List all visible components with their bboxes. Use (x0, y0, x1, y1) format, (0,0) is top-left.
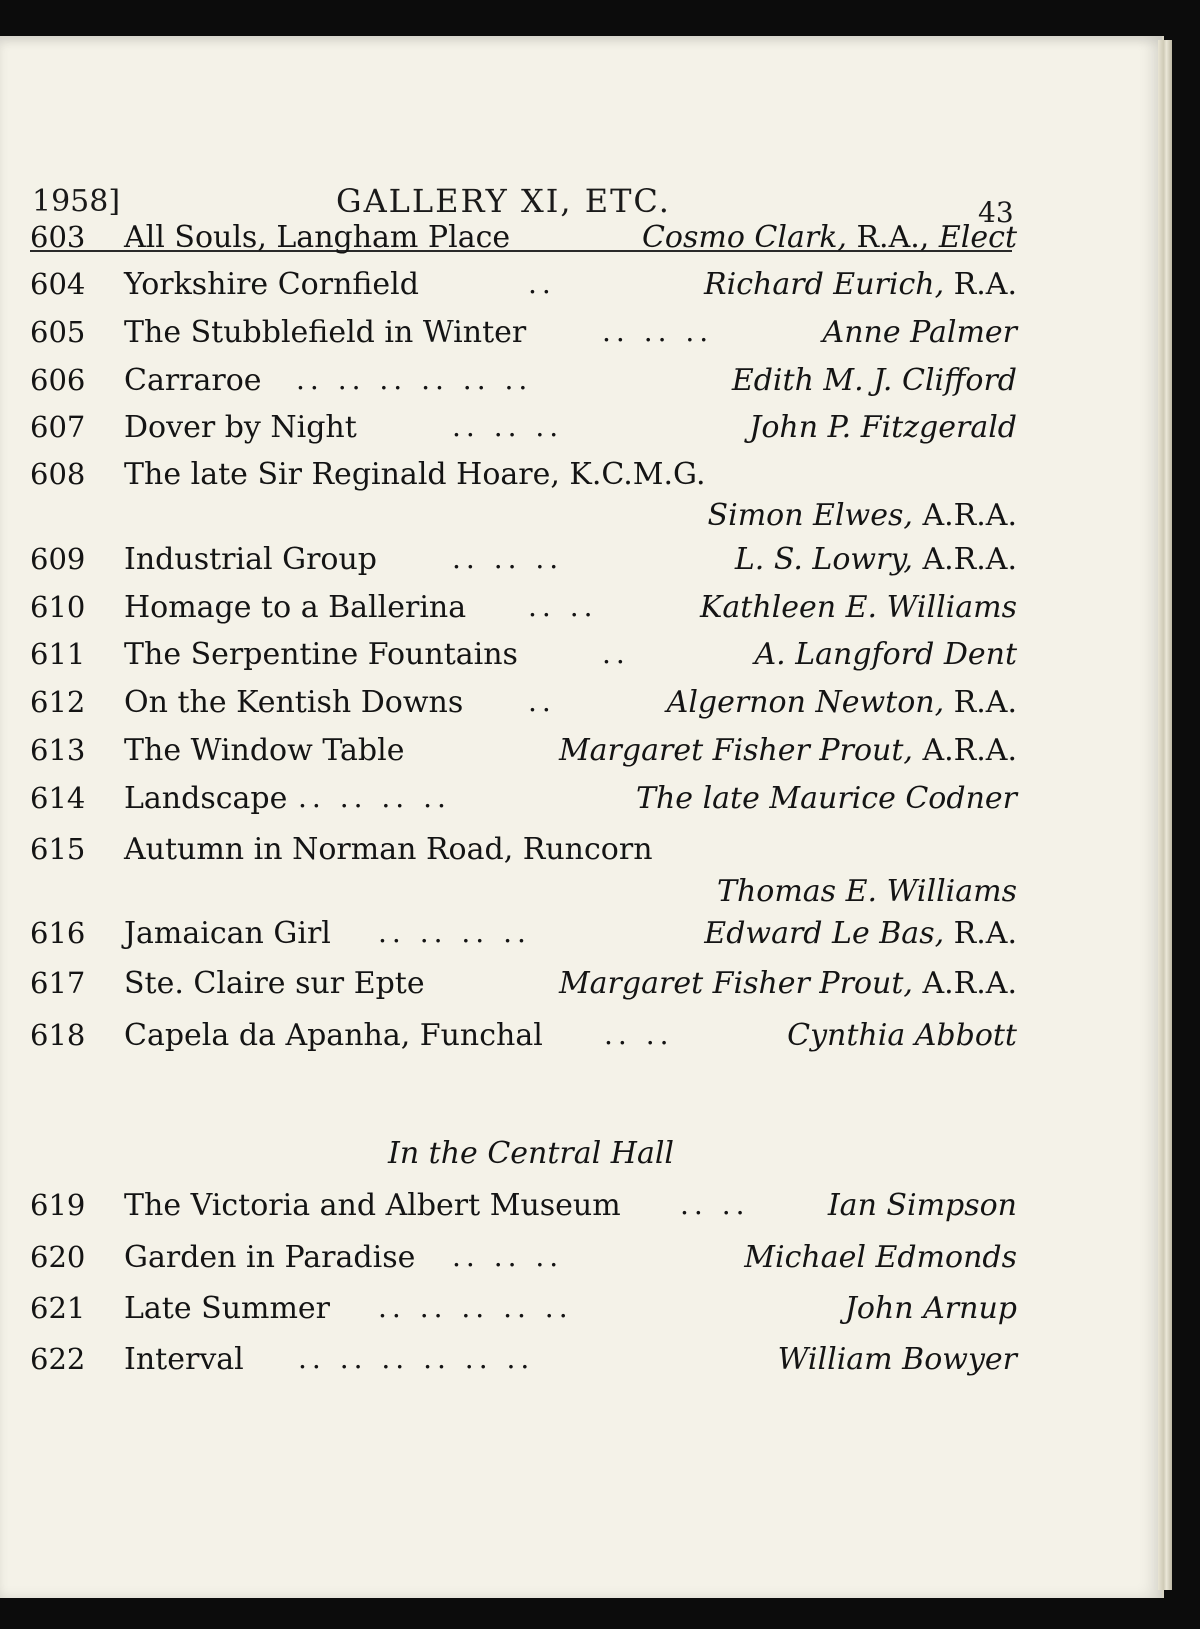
dot-leader: .. .. (680, 1188, 750, 1221)
entry-artist (744, 1240, 1017, 1275)
entry-artist (735, 542, 1017, 577)
artist-name: Simon Elwes, (707, 498, 913, 533)
catalogue-entry-612 (0, 685, 1162, 729)
entry-artist (778, 1342, 1017, 1377)
catalogue-entry-605 (0, 315, 1162, 359)
artist-name: Kathleen E. Williams (699, 590, 1017, 625)
dot-leader: .. .. .. .. .. .. (298, 1342, 535, 1375)
entry-number: 619 (30, 1188, 86, 1222)
catalogue-entry-613 (0, 733, 1162, 777)
entry-number: 616 (30, 916, 86, 950)
dot-leader: .. .. (528, 590, 598, 623)
catalogue-entry-621 (0, 1291, 1162, 1335)
catalogue-entry-611 (0, 637, 1162, 681)
entry-title: On the Kentish Downs (124, 685, 464, 720)
entry-number: 608 (30, 457, 86, 491)
artist-honours: R.A. (953, 685, 1017, 720)
entry-title: Dover by Night (124, 410, 357, 445)
entry-artist (559, 966, 1017, 1001)
catalogue-entry-606 (0, 363, 1162, 407)
artist-name: Ian Simpson (827, 1188, 1017, 1223)
catalogue-entry-608-artist-line (0, 498, 1162, 542)
page-edge (1158, 40, 1172, 1590)
dot-leader: .. .. .. (452, 542, 564, 575)
entry-artist (708, 498, 1017, 533)
artist-name: Cynthia Abbott (787, 1018, 1017, 1053)
entry-number: 609 (30, 542, 86, 576)
entry-title: The Window Table (124, 733, 405, 768)
catalogue-entry-610 (0, 590, 1162, 634)
header-year: 1958] (32, 184, 121, 219)
artist-name: John P. Fitzgerald (749, 410, 1017, 445)
entry-title: Garden in Paradise (124, 1240, 416, 1275)
entry-number: 614 (30, 781, 86, 815)
page-title: GALLERY XI, ETC. (336, 182, 671, 220)
catalogue-entry-617 (0, 966, 1162, 1010)
catalogue-entry-607 (0, 410, 1162, 454)
entry-title: Jamaican Girl (124, 916, 331, 951)
entry-title: Interval (124, 1342, 244, 1377)
entry-title: Carraroe (124, 363, 262, 398)
dot-leader: .. (602, 637, 630, 670)
entry-title: Ste. Claire sur Epte (124, 966, 425, 1001)
entry-number: 615 (30, 832, 86, 866)
entry-number: 604 (30, 267, 86, 301)
dot-leader: .. .. .. (452, 1240, 564, 1273)
artist-name: Thomas E. Williams (716, 874, 1017, 909)
entry-artist (559, 733, 1017, 768)
artist-name: William Bowyer (777, 1342, 1017, 1377)
artist-name: A. Langford Dent (754, 637, 1017, 672)
artist-honours: A.R.A. (922, 542, 1017, 577)
artist-name: Algernon Newton, (666, 685, 945, 720)
section-heading: In the Central Hall (387, 1136, 675, 1171)
catalogue-entry-619 (0, 1188, 1162, 1232)
entry-title: Late Summer (124, 1291, 331, 1326)
artist-name: Anne Palmer (822, 315, 1017, 350)
artist-honours: A.R.A. (922, 966, 1017, 1001)
catalogue-entry-609 (0, 542, 1162, 586)
catalogue-entry-618 (0, 1018, 1162, 1062)
entry-number: 622 (30, 1342, 86, 1376)
entry-artist (704, 916, 1017, 951)
entry-artist (636, 781, 1017, 816)
catalogue-entry-603 (0, 220, 1162, 264)
dot-leader: .. .. .. .. (378, 916, 531, 949)
entry-artist (787, 1018, 1017, 1053)
entry-title: Yorkshire Cornfield (124, 267, 419, 302)
entry-artist (667, 685, 1017, 720)
entry-number: 620 (30, 1240, 86, 1274)
entry-artist (717, 874, 1017, 909)
entry-title: The Stubblefield in Winter (124, 315, 527, 350)
entry-title: All Souls, Langham Place (124, 220, 511, 255)
page-number: 43 (978, 196, 1014, 229)
catalogue-entry-614 (0, 781, 1162, 825)
catalogue-entry-604 (0, 267, 1162, 311)
artist-extra: Elect (938, 220, 1017, 255)
dot-leader: .. (528, 267, 556, 300)
entry-title: Capela da Apanha, Funchal (124, 1018, 543, 1053)
entry-title: Landscape (124, 781, 288, 816)
entry-artist (755, 637, 1018, 672)
catalogue-entry-622 (0, 1342, 1162, 1386)
entry-number: 618 (30, 1018, 86, 1052)
entry-number: 613 (30, 733, 86, 767)
entry-title: The late Sir Reginald Hoare, K.C.M.G. (124, 457, 706, 492)
entry-title: Industrial Group (124, 542, 377, 577)
entry-number: 621 (30, 1291, 86, 1325)
artist-name: John Arnup (844, 1291, 1017, 1326)
artist-name: The late Maurice Codner (635, 781, 1017, 816)
entry-artist (700, 590, 1017, 625)
entry-artist (642, 220, 1017, 255)
entry-number: 611 (30, 637, 86, 671)
entry-number: 610 (30, 590, 86, 624)
dot-leader: .. .. .. (602, 315, 714, 348)
entry-artist (704, 267, 1017, 302)
artist-honours: R.A. (953, 916, 1017, 951)
entry-artist (845, 1291, 1017, 1326)
artist-honours: R.A., (856, 220, 930, 255)
entry-title: The Victoria and Albert Museum (124, 1188, 621, 1223)
entry-number: 617 (30, 966, 86, 1000)
dot-leader: .. .. .. .. (298, 781, 451, 814)
artist-name: L. S. Lowry, (734, 542, 913, 577)
artist-name: Edith M. J. Clifford (731, 363, 1017, 398)
entry-artist (732, 363, 1017, 398)
entry-title: Homage to a Ballerina (124, 590, 467, 625)
entry-number: 605 (30, 315, 86, 349)
dot-leader: .. .. .. .. .. .. (296, 363, 533, 396)
dot-leader: .. .. .. (452, 410, 564, 443)
catalogue-entry-615 (0, 832, 1162, 876)
artist-name: Margaret Fisher Prout, (558, 966, 913, 1001)
catalogue-entry-608 (0, 457, 1162, 501)
entry-number: 607 (30, 410, 86, 444)
dot-leader: .. .. (604, 1018, 674, 1051)
artist-name: Margaret Fisher Prout, (558, 733, 913, 768)
catalogue-entry-616 (0, 916, 1162, 960)
book-page (0, 36, 1164, 1598)
dot-leader: .. .. .. .. .. (378, 1291, 573, 1324)
artist-name: Cosmo Clark, (641, 220, 847, 255)
artist-name: Richard Eurich, (704, 267, 945, 302)
artist-honours: A.R.A. (922, 498, 1017, 533)
dot-leader: .. (528, 685, 556, 718)
artist-honours: A.R.A. (922, 733, 1017, 768)
entry-number: 606 (30, 363, 86, 397)
catalogue-entry-620 (0, 1240, 1162, 1284)
entry-number: 612 (30, 685, 86, 719)
entry-title: The Serpentine Fountains (124, 637, 518, 672)
entry-artist (749, 410, 1017, 445)
artist-name: Michael Edmonds (744, 1240, 1017, 1275)
entry-number: 603 (30, 220, 86, 254)
entry-artist (828, 1188, 1017, 1223)
artist-honours: R.A. (953, 267, 1017, 302)
catalogue-entry-615-artist-line (0, 874, 1162, 918)
entry-title: Autumn in Norman Road, Runcorn (124, 832, 653, 867)
entry-artist (823, 315, 1017, 350)
artist-name: Edward Le Bas, (704, 916, 945, 951)
